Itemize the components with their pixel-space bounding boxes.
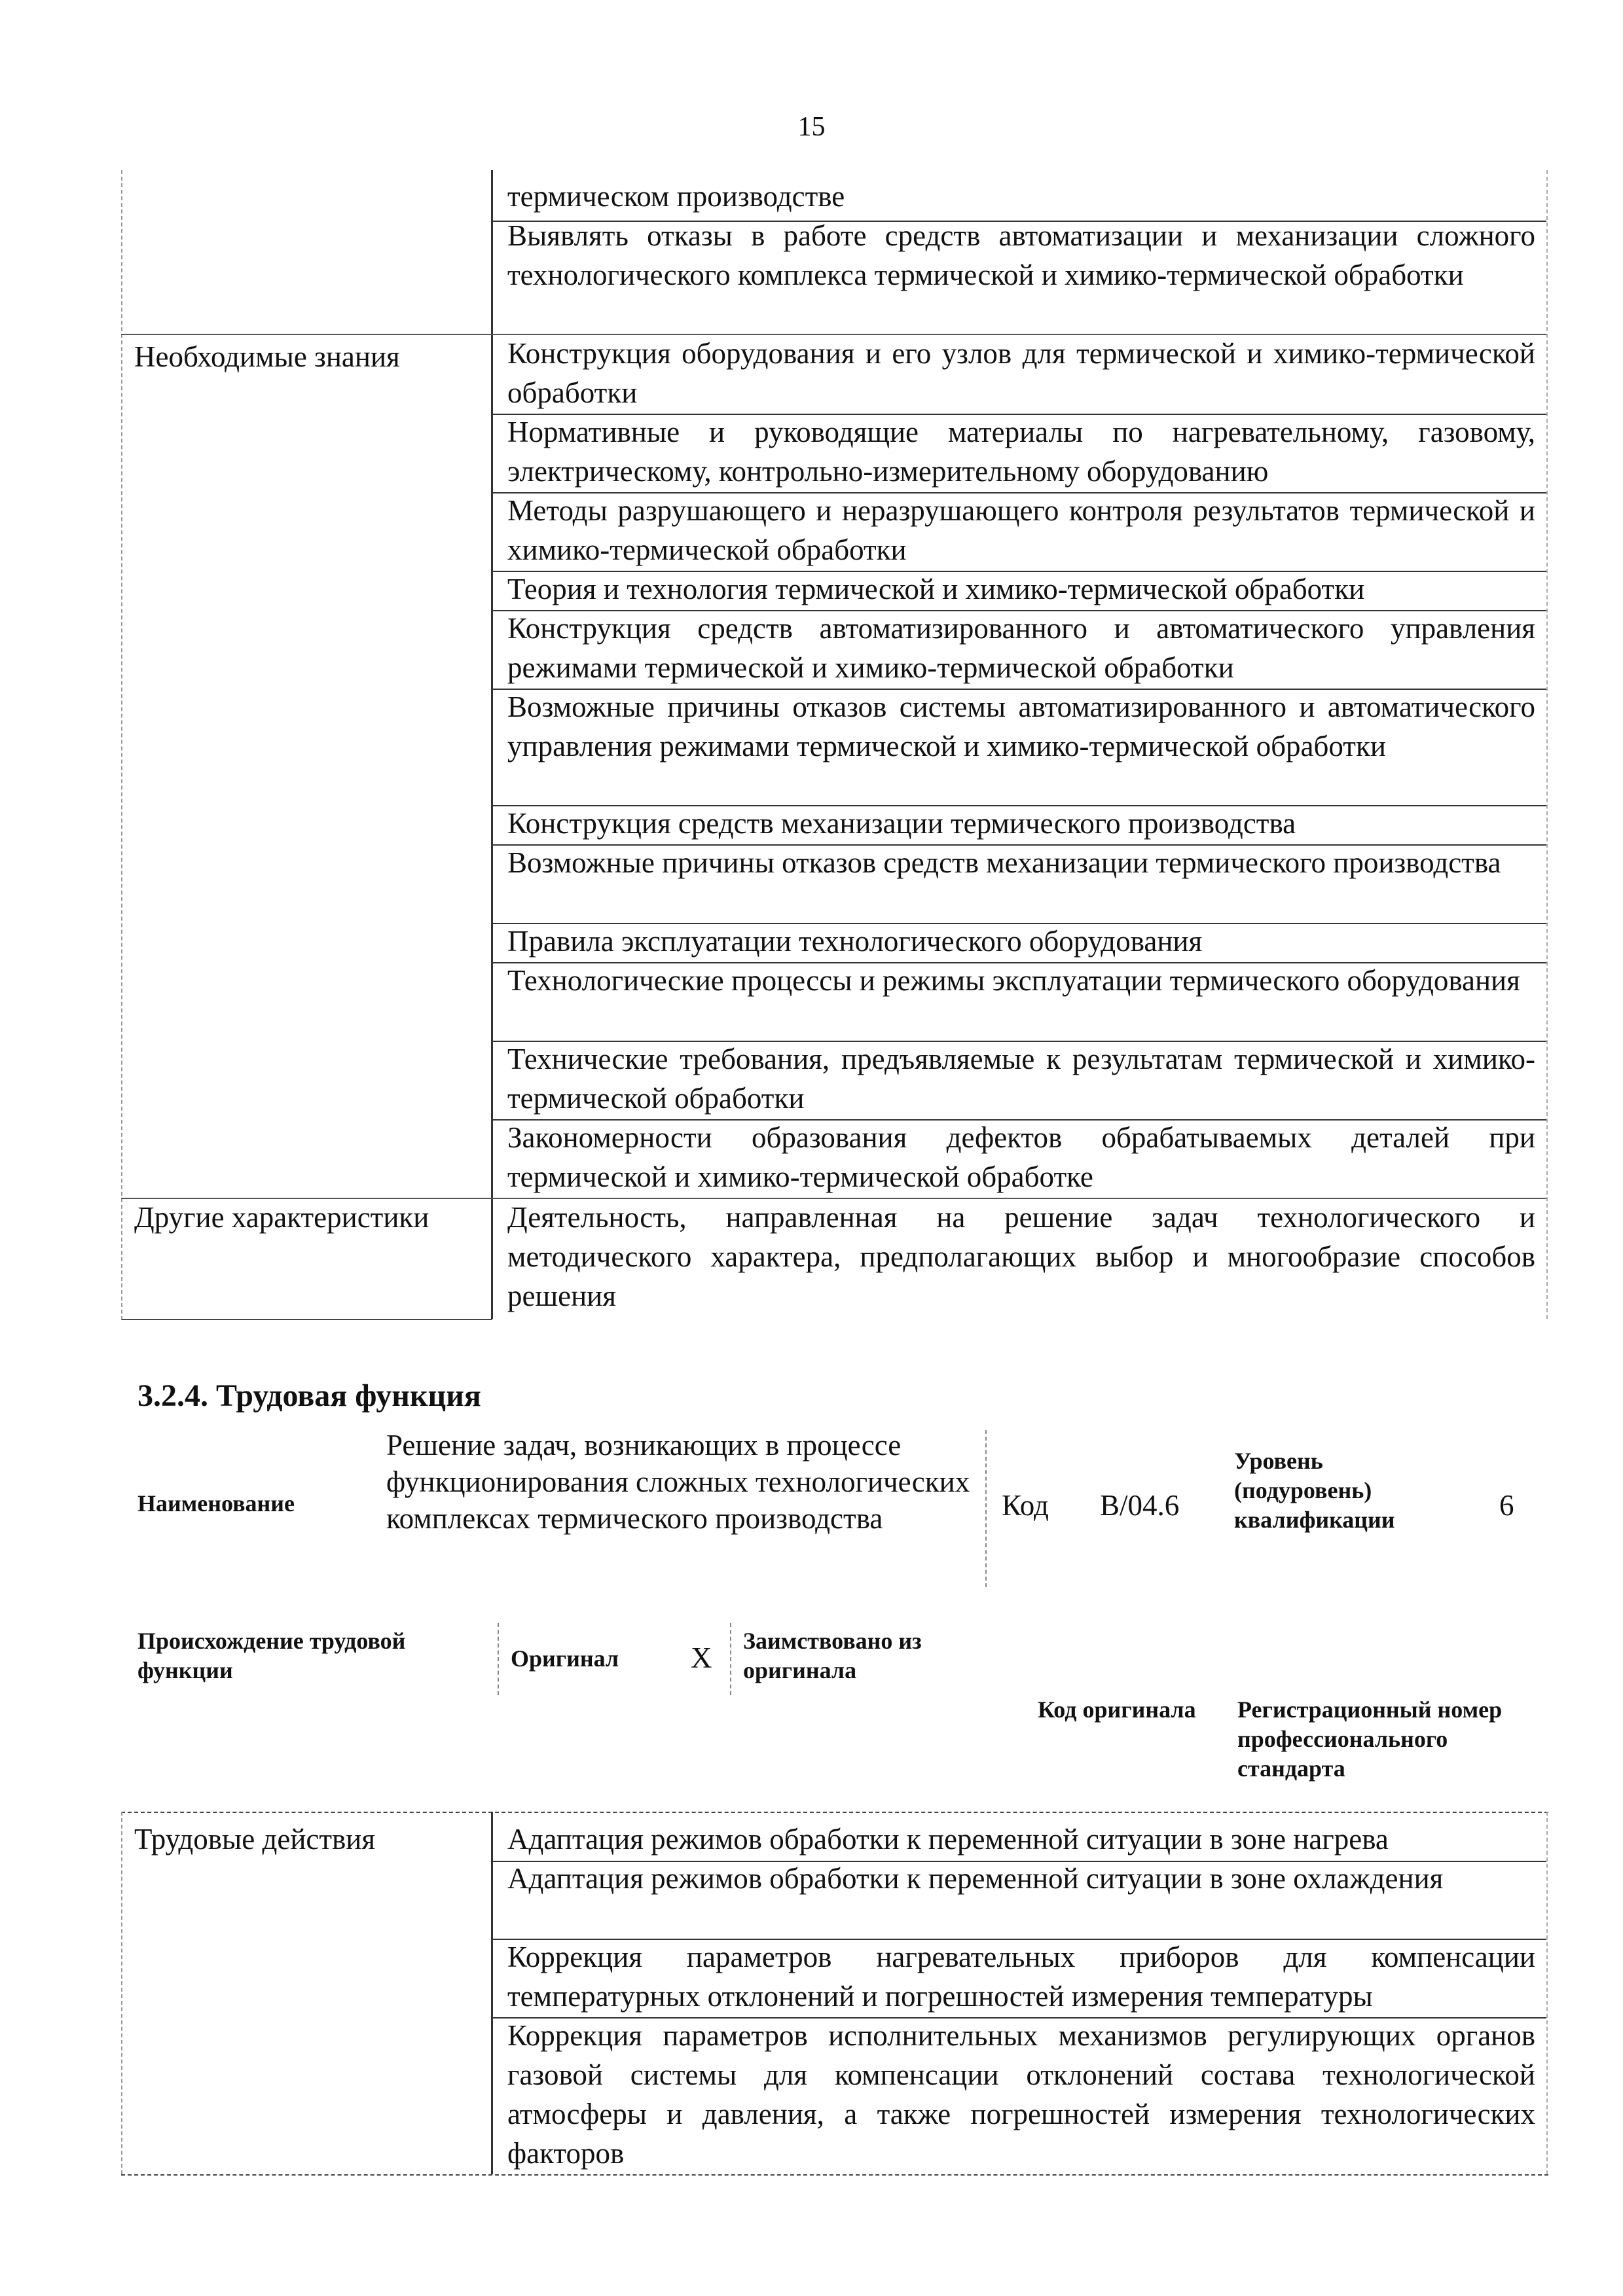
table-bottom-border: [121, 2174, 1548, 2176]
table-cell: Технологические процессы и режимы эксплуатации термического оборудования: [507, 964, 1520, 997]
table-cell: Конструкция средств автоматизированного и автоматического управления режимами термической и химико-термической обработки: [507, 612, 1535, 684]
table-cell: Правила эксплуатации технологического оборудования: [507, 925, 1203, 958]
table-left-border: [121, 1812, 122, 2174]
knowledge-label: Необходимые знания: [134, 340, 400, 373]
other-label: Другие характеристики: [134, 1201, 429, 1234]
table-cell: Возможные причины отказов системы автоматизированного и автоматического управления режимами термической и химико-термической обработки: [507, 691, 1535, 762]
code-value: B/04.6: [1100, 1489, 1180, 1522]
table-column-divider: [491, 1812, 493, 2174]
table-cell: Нормативные и руководящие материалы по нагревательному, газовому, электрическому, контрольно-измерительному оборудованию: [507, 416, 1535, 488]
reg-number-label: Регистрационный номер профессионального стандарта: [1237, 1696, 1503, 1782]
table-cell: Деятельность, направленная на решение задач технологического и методического характера, предполагающих выбор и многообразие способов решения: [507, 1201, 1535, 1312]
table-cell: Конструкция оборудования и его узлов для термической и химико-термической обработки: [507, 337, 1535, 409]
section-title: 3.2.4. Трудовая функция: [137, 1378, 481, 1413]
level-label: Уровень (подуровень) квалификации: [1234, 1448, 1395, 1533]
table-cell: Технические требования, предъявляемые к результатам термической и химико-термической обработки: [507, 1043, 1535, 1115]
table-cell: Конструкция средств механизации термического производства: [507, 807, 1296, 840]
origin-label: Происхождение трудовой функции: [137, 1628, 406, 1683]
name-value: Решение задач, возникающих в процессе функционирования сложных технологических комплексах термического производства: [386, 1429, 970, 1535]
actions-label: Трудовые действия: [134, 1823, 376, 1856]
table-cell: Методы разрушающего и неразрушающего контроля результатов термической и химико-термической обработки: [507, 494, 1535, 566]
level-value: 6: [1499, 1489, 1514, 1522]
box-divider: [498, 1623, 499, 1695]
box-divider: [730, 1623, 731, 1695]
table-cell: Выявлять отказы в работе средств автоматизации и механизации сложного технологического комплекса термической и химико-термической обработки: [507, 219, 1535, 291]
table-cell: Закономерности образования дефектов обрабатываемых деталей при термической и химико-термической обработке: [507, 1121, 1535, 1193]
borrowed-label: Заимствовано из оригинала: [743, 1628, 922, 1683]
original-mark: X: [691, 1641, 712, 1674]
table-right-border: [1546, 170, 1548, 1319]
table-right-border: [1546, 1812, 1548, 2174]
origin-code-label: Код оригинала: [1038, 1696, 1196, 1723]
page-number: 15: [797, 112, 826, 142]
table-cell: термическом производстве: [507, 180, 845, 213]
table-cell: Теория и технология термической и химико-термической обработки: [507, 573, 1365, 605]
code-label: Код: [1002, 1489, 1049, 1522]
table-cell: Коррекция параметров исполнительных механизмов регулирующих органов газовой системы для компенсации отклонений состава технологической атмосферы и давления, а также погрешностей измерения технологических факторов: [507, 2019, 1535, 2170]
table-cell: Адаптация режимов обработки к переменной ситуации в зоне нагрева: [507, 1823, 1389, 1856]
table-top-border: [121, 1812, 1548, 1813]
table-cell: Адаптация режимов обработки к переменной ситуации в зоне охлаждения: [507, 1862, 1444, 1895]
original-label: Оригинал: [511, 1645, 619, 1672]
table-column-divider: [491, 170, 493, 1319]
box-divider: [985, 1430, 987, 1587]
table-cell: Возможные причины отказов средств механизации термического производства: [507, 846, 1501, 879]
table-cell: Коррекция параметров нагревательных приборов для компенсации температурных отклонений и погрешностей измерения температуры: [507, 1941, 1535, 2013]
name-label: Наименование: [137, 1490, 295, 1516]
